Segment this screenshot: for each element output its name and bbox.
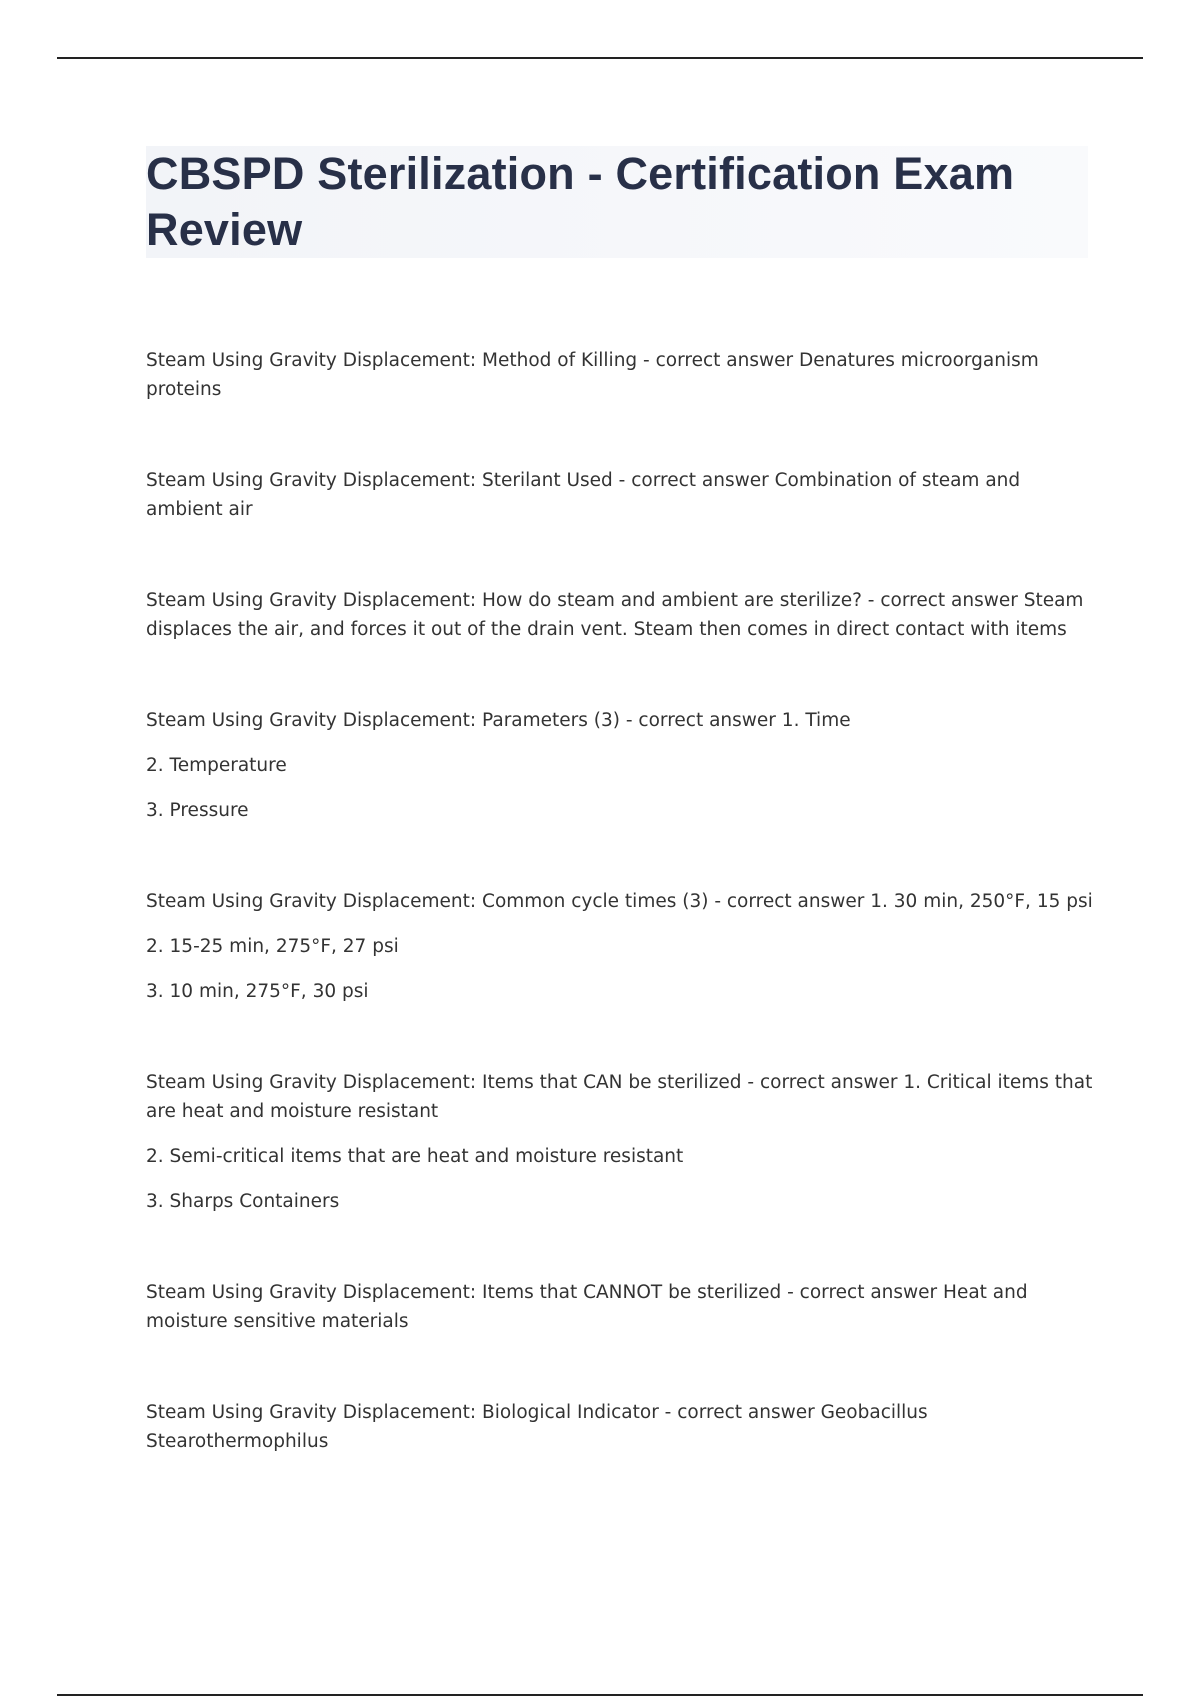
answer-separator: - correct answer bbox=[658, 1402, 821, 1423]
qa-item-method-of-killing bbox=[146, 346, 1096, 404]
answer-text: Denatures microorganism proteins bbox=[146, 350, 1039, 400]
answer-text: 1. 30 min, 250°F, 15 psi bbox=[870, 891, 1093, 912]
question-text: Steam Using Gravity Displacement: Items that CAN be sterilized bbox=[146, 1072, 742, 1093]
answer-separator: - correct answer bbox=[861, 590, 1024, 611]
question-text: Steam Using Gravity Displacement: Items that CANNOT be sterilized bbox=[146, 1282, 782, 1303]
answer-separator: - correct answer bbox=[612, 470, 775, 491]
answer-list-item: 2. Semi-critical items that are heat and moisture resistant bbox=[146, 1146, 684, 1167]
bottom-rule bbox=[57, 1694, 1143, 1696]
question-text: Steam Using Gravity Displacement: Method of Killing bbox=[146, 350, 638, 371]
answer-separator: - correct answer bbox=[637, 350, 799, 371]
title-banner bbox=[146, 146, 1088, 258]
answer-list-item: 3. Sharps Containers bbox=[146, 1191, 340, 1212]
qa-line bbox=[146, 1068, 1096, 1126]
answer-separator: - correct answer bbox=[781, 1282, 944, 1303]
qa-line bbox=[146, 346, 1096, 404]
qa-item-how-sterilize bbox=[146, 586, 1096, 644]
answer-text: Combination of steam and ambient air bbox=[146, 470, 1021, 520]
qa-line bbox=[146, 887, 1096, 916]
qa-item-sterilant-used bbox=[146, 466, 1096, 524]
qa-item-biological-indicator bbox=[146, 1398, 1096, 1456]
answer-separator: - correct answer bbox=[708, 891, 871, 912]
answer-list-item: 3. 10 min, 275°F, 30 psi bbox=[146, 981, 369, 1002]
qa-line bbox=[146, 1398, 1096, 1456]
answer-separator: - correct answer bbox=[620, 710, 782, 731]
question-text: Steam Using Gravity Displacement: Sterilant Used bbox=[146, 470, 613, 491]
answer-text: Geobacillus Stearothermophilus bbox=[146, 1402, 928, 1452]
question-text: Steam Using Gravity Displacement: Parameters (3) bbox=[146, 710, 620, 731]
question-text: Steam Using Gravity Displacement: How do steam and ambient are sterilize? bbox=[146, 590, 862, 611]
qa-line bbox=[146, 466, 1096, 524]
qa-line bbox=[146, 706, 1096, 735]
answer-text: Steam displaces the air, and forces it out of the drain vent. Steam then comes in direct contact with items bbox=[146, 590, 1084, 640]
qa-line bbox=[146, 586, 1096, 644]
qa-item-cycle-times bbox=[146, 887, 1096, 1006]
answer-text: Heat and moisture sensitive materials bbox=[146, 1282, 1028, 1332]
answer-list-item: 2. 15-25 min, 275°F, 27 psi bbox=[146, 936, 399, 957]
qa-item-cannot-be-sterilized bbox=[146, 1278, 1096, 1336]
answer-list-item: 3. Pressure bbox=[146, 800, 249, 821]
top-rule bbox=[57, 57, 1143, 59]
question-text: Steam Using Gravity Displacement: Common cycle times (3) bbox=[146, 891, 709, 912]
qa-line bbox=[146, 1278, 1096, 1336]
answer-separator: - correct answer bbox=[741, 1072, 904, 1093]
answer-list-item: 2. Temperature bbox=[146, 755, 287, 776]
qa-list bbox=[146, 346, 1096, 1456]
document-title: CBSPD Sterilization - Certification Exam Review bbox=[146, 148, 1015, 255]
answer-text: 1. Time bbox=[781, 710, 851, 731]
answer-text: 1. Critical items that are heat and moisture resistant bbox=[146, 1072, 1093, 1122]
question-text: Steam Using Gravity Displacement: Biological Indicator bbox=[146, 1402, 659, 1423]
qa-item-parameters bbox=[146, 706, 1096, 825]
qa-item-can-be-sterilized bbox=[146, 1068, 1096, 1216]
